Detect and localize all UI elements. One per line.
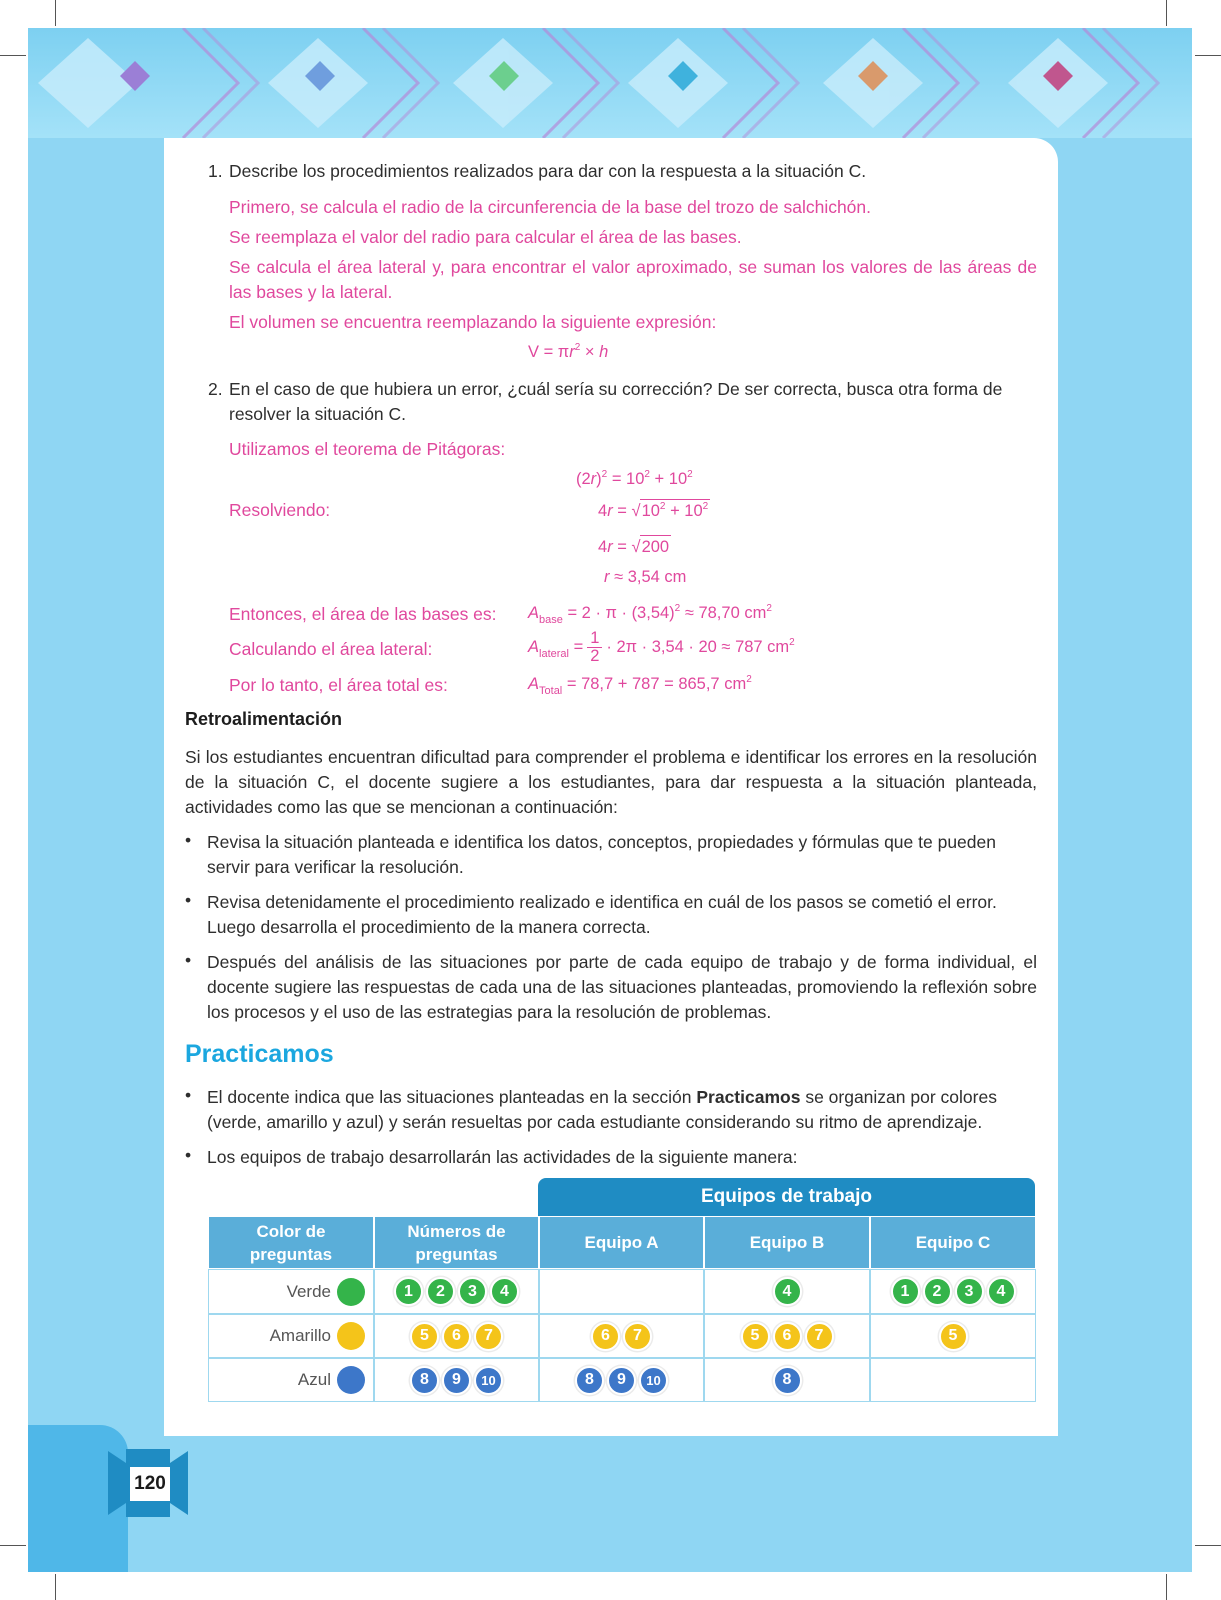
radical-equation-2: 4r = √200 [598,535,671,558]
table-header-cell: Números de preguntas [374,1216,539,1269]
crop-mark [1166,1574,1167,1600]
total-area-label: Por lo tanto, el área total es: [229,675,448,695]
question-number-badge: 10 [474,1366,503,1395]
question-number-badges [410,1366,503,1395]
question-number-badges [773,1366,802,1395]
q2-number: 2. [208,379,223,399]
lateral-area-label: Calculando el área lateral: [229,639,433,659]
question-number-badge: 4 [773,1277,802,1306]
question-number-badge: 6 [773,1322,802,1351]
table-cell-c [870,1269,1036,1314]
table-header-cell: Equipo B [704,1216,870,1269]
table-cell-b [704,1358,870,1402]
question-number-badge: 4 [490,1277,519,1306]
table-header-cell: Color de preguntas [208,1216,374,1269]
question-number-badge: 5 [741,1322,770,1351]
question-number-badge: 8 [773,1366,802,1395]
color-label: Verde [286,1281,331,1301]
question-number-badge: 7 [623,1322,652,1351]
question-number-badge: 7 [474,1322,503,1351]
crop-mark [0,55,26,56]
question-number-badge: 2 [923,1277,952,1306]
bullet-icon: • [185,950,192,970]
radical-equation-1: $4r = √10^2 + 10^2$ [598,499,710,525]
chevron-pattern-icon [28,28,1192,138]
q2-intro: Utilizamos el teorema de Pitágoras: [229,439,506,459]
page-number: 120 [130,1467,170,1501]
bullet-icon: • [185,1145,192,1165]
crop-mark [0,1545,26,1546]
table-header-cell: Equipo C [870,1216,1036,1269]
question-number-badges [575,1366,668,1395]
radius-result: r ≈ 3,54 cm [604,568,687,586]
bullet-icon: • [185,890,192,910]
crop-mark [55,0,56,26]
volume-formula: $V = \pi r^2 \times h$ [528,342,609,361]
bullet-icon: • [185,1085,192,1105]
color-swatch-icon [337,1278,365,1306]
table-cell-numeros [374,1358,539,1402]
question-number-badges [773,1277,802,1306]
question-number-badge: 9 [442,1366,471,1395]
question-number-badge: 3 [955,1277,984,1306]
question-number-badge: 1 [891,1277,920,1306]
table-cell-a [539,1269,704,1314]
table-row-color-cell [208,1269,374,1314]
table-cell-b [704,1269,870,1314]
table-cell-numeros [374,1269,539,1314]
practicamos-heading: Practicamos [185,1040,334,1068]
question-number-badges [939,1322,968,1351]
bullet-icon: • [185,830,192,850]
practicamos-bullet-1: El docente indica que las situaciones planteadas en la sección Practicamos se organizan por colores (verde, amarillo y azul) y serán resueltas por cada estudiante considerando su ritmo de aprendizaje. [207,1087,997,1132]
q1-answer-1: Primero, se calcula el radio de la circunferencia de la base del trozo de salchichón. [229,197,872,217]
table-header-cell: Equipo A [539,1216,704,1269]
q1-question: Describe los procedimientos realizados para dar con la respuesta a la situación C. [229,161,867,181]
radical-icon: √ [631,538,641,556]
question-number-badge: 8 [575,1366,604,1395]
question-number-badges [394,1277,519,1306]
question-number-badges [410,1322,503,1351]
decorative-band [28,28,1192,138]
lateral-area-formula: $A_{lateral}$ = $\frac{1}{2}$ · 2π · 3,54 · 20 ≈ 787 $cm^2$ [528,629,795,665]
question-number-badges [891,1277,1016,1306]
table-row-color-cell [208,1314,374,1358]
radical-icon: √ [631,502,641,520]
question-number-badge: 5 [939,1322,968,1351]
question-number-badge: 8 [410,1366,439,1395]
pythagoras-equation: $(2r)^2 = 10^2 + 10^2$ [576,469,693,488]
question-number-badge: 6 [442,1322,471,1351]
practicamos-bullet-2: Los equipos de trabajo desarrollarán las actividades de la siguiente manera: [207,1147,798,1167]
color-label: Amarillo [269,1326,331,1345]
crop-mark [1195,55,1221,56]
total-area-formula: $A_{Total} = 78,7 + 787 = 865,7$ $cm^2$ [528,674,752,697]
color-swatch-icon [337,1322,365,1350]
question-number-badge: 1 [394,1277,423,1306]
question-number-badge: 7 [805,1322,834,1351]
q1-answer-2: Se reemplaza el valor del radio para calcular el área de las bases. [229,227,742,247]
retro-paragraph: Si los estudiantes encuentran dificultad para comprender el problema e identificar los errores en la resolución de la situación C, el docente sugiere a los estudiantes, para dar respuesta a la situación planteada, actividades como las que se mencionan a continuación: [185,747,1037,817]
table-cell-b [704,1314,870,1358]
question-number-badge: 3 [458,1277,487,1306]
question-number-badges [741,1322,834,1351]
question-number-badge: 9 [607,1366,636,1395]
q1-number: 1. [208,161,223,181]
bases-area-label: Entonces, el área de las bases es: [229,604,497,624]
table-cell-numeros [374,1314,539,1358]
table-cell-c [870,1358,1036,1402]
resolviendo-label: Resolviendo: [229,500,331,520]
table-group-header: Equipos de trabajo [538,1178,1035,1216]
table-row-color-cell [208,1358,374,1402]
question-number-badge: 6 [591,1322,620,1351]
question-number-badge: 2 [426,1277,455,1306]
crop-mark [55,1574,56,1600]
question-number-badge: 5 [410,1322,439,1351]
question-number-badge: 4 [987,1277,1016,1306]
q1-answer-4: El volumen se encuentra reemplazando la siguiente expresión: [229,312,717,332]
q2-question: En el caso de que hubiera un error, ¿cuál sería su corrección? De ser correcta, busca otra forma de resolver la situación C. [229,379,1003,424]
fraction-one-half: $\frac{1}{2}$ [587,630,602,665]
crop-mark [1166,0,1167,26]
question-number-badges [591,1322,652,1351]
q1-answer-3: Se calcula el área lateral y, para encontrar el valor aproximado, se suman los valores de las áreas de las bases y la lateral. [229,257,1037,302]
question-number-badge: 10 [639,1366,668,1395]
retro-bullet-1: Revisa la situación planteada e identifica los datos, conceptos, propiedades y fórmulas que te pueden servir para verificar la resolución. [207,832,996,877]
table-cell-a [539,1314,704,1358]
retro-bullet-3: Después del análisis de las situaciones por parte de cada equipo de trabajo y de forma individual, el docente sugiere las respuestas de cada una de las situaciones planteadas, promoviendo la reflexión sobre los procesos y el uso de las estrategias para la resolución de problemas. [207,952,1037,1022]
bases-area-formula: $A_{base} = 2 \cdot \pi \cdot (3,54)^2 \approx 78,70$ $cm^2$ [528,603,772,626]
retro-bullet-2: Revisa detenidamente el procedimiento realizado e identifica en cuál de los pasos se cometió el error. Luego desarrolla el procedimiento de la manera correcta. [207,892,997,937]
table-cell-a [539,1358,704,1402]
color-label: Azul [297,1370,331,1389]
table-cell-c [870,1314,1036,1358]
retro-heading: Retroalimentación [185,709,343,729]
color-swatch-icon [337,1366,365,1394]
crop-mark [1195,1545,1221,1546]
